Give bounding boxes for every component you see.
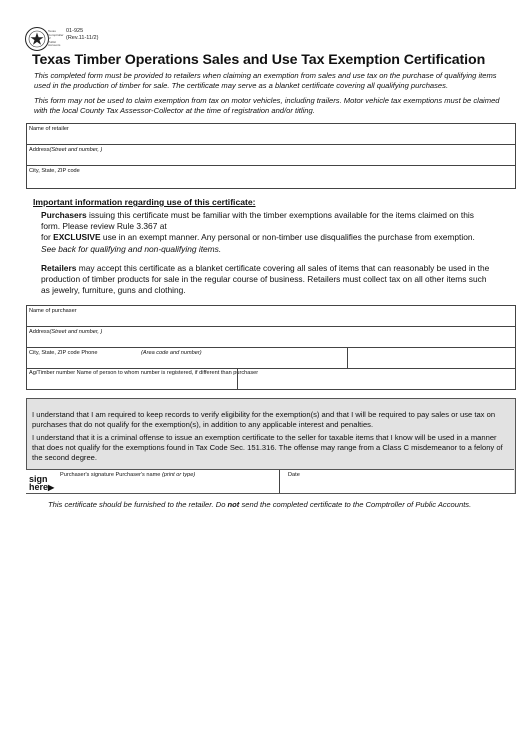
divider [27,326,515,327]
sign-here-marker [29,475,54,492]
purchasers-text-c: use in an exempt manner. Any personal or non-timber use disqualifies the purchase from exemption. [100,232,475,243]
footer-not: not [227,500,240,509]
footer-text-a: This certificate should be furnished to the retailer. Do [48,500,228,509]
divider [347,347,348,368]
sign-here-line-2 [29,483,54,492]
retailer-city-label: City, State, ZIP code [29,168,80,174]
certification-paragraph-2: I understand that it is a criminal offense to issue an exemption certificate to the seller for taxable items that I know will be used in a manner that does not qualify for the exemptions found in Tax Code Sec. 151.316. The offense may range from a Class C misdemeanor to a felony of the second degree. [32,433,503,462]
form-number: 01-925 [66,28,84,34]
retailer-address-label [29,147,102,153]
retailers-lead: Retailers [41,263,77,273]
form-revision: (Rev.11-11/2) [66,35,99,41]
footer-note [48,500,471,509]
purchaser-city-phone-label: City, State, ZIP code Phone [29,350,98,356]
purchaser-name-label: Name of purchaser [29,308,77,314]
purchaser-info-box [26,305,516,390]
purchasers-text-a: issuing this certificate must be familiar with the timber exemptions available for the items claimed on this form. Please review Rule 3.367 at [41,210,474,232]
purchasers-italic: See back for qualifying and non-qualifying items. [41,243,222,254]
arrow-right-icon: ▶ [48,483,55,492]
signature-label-text: Purchaser's signature Purchaser's name [60,472,162,478]
address-hint: (Street and number, ) [49,147,103,153]
form-title: Texas Timber Operations Sales and Use Tax Exemption Certification [32,52,486,68]
divider [279,470,280,493]
retailers-text: may accept this certificate as a blanket certificate covering all sales of items that can reasonably be used in the production of timber products for sale in the regular course of business. Retailers must collect tax on all other items such as jewelry, furniture, guns and clothing. [41,263,490,296]
divider [27,165,515,166]
star-seal-icon [26,28,48,50]
sign-here-text: here [29,482,49,492]
intro-paragraph-2: This form may not be used to claim exemption from tax on motor vehicles, including trailers. Motor vehicle tax exemptions must be claimed with the local County Tax Assessor-Collector at the time of registration and/or titling. [34,96,500,115]
divider [27,144,515,145]
certification-paragraph-1: I understand that I am required to keep records to verify eligibility for the exemption(s) and that I will be required to pay sales or use tax on purchases that do not qualify for the exemption(s), in addition to any applicable interest and penalties. [32,410,496,429]
address-hint: (Street and number, ) [49,329,103,335]
footer-text-b: send the completed certificate to the Comptroller of Public Accounts. [239,500,472,509]
divider [27,368,515,369]
address-label-text: Address [29,329,50,335]
ag-timber-number-label: Ag/Timber number Name of person to whom number is registered, if different than purchaser [29,370,259,376]
purchasers-paragraph [41,210,491,255]
purchaser-address-label [29,329,102,335]
comptroller-seal [25,27,49,51]
signature-row [26,469,514,493]
divider [237,368,238,389]
form-number-block [66,28,98,42]
purchasers-text-b: for [41,232,54,243]
intro-paragraph-1: This completed form must be provided to retailers when claiming an exemption from sales and use tax on the purchase of qualifying items used in the production of timber for sale. The certificate may serve as a blanket certificate covering all qualifying purchases. [34,71,497,90]
important-info-heading: Important information regarding use of this certificate: [33,197,256,207]
divider [27,347,515,348]
address-label-text: Address [29,147,50,153]
retailers-paragraph [41,263,491,297]
exclusive-text: EXCLUSIVE [53,232,101,243]
sign-here-line-1: sign [29,474,48,484]
retailer-info-box [26,123,516,189]
purchasers-lead: Purchasers [41,210,87,220]
phone-hint: (Area code and number) [141,350,202,356]
signature-hint: (print or type) [161,472,196,478]
date-label: Date [288,472,300,478]
signature-label [60,472,195,478]
seal-text: Texas Comptroller of Public Accounts [48,29,64,48]
retailer-name-label: Name of retailer [29,126,69,132]
